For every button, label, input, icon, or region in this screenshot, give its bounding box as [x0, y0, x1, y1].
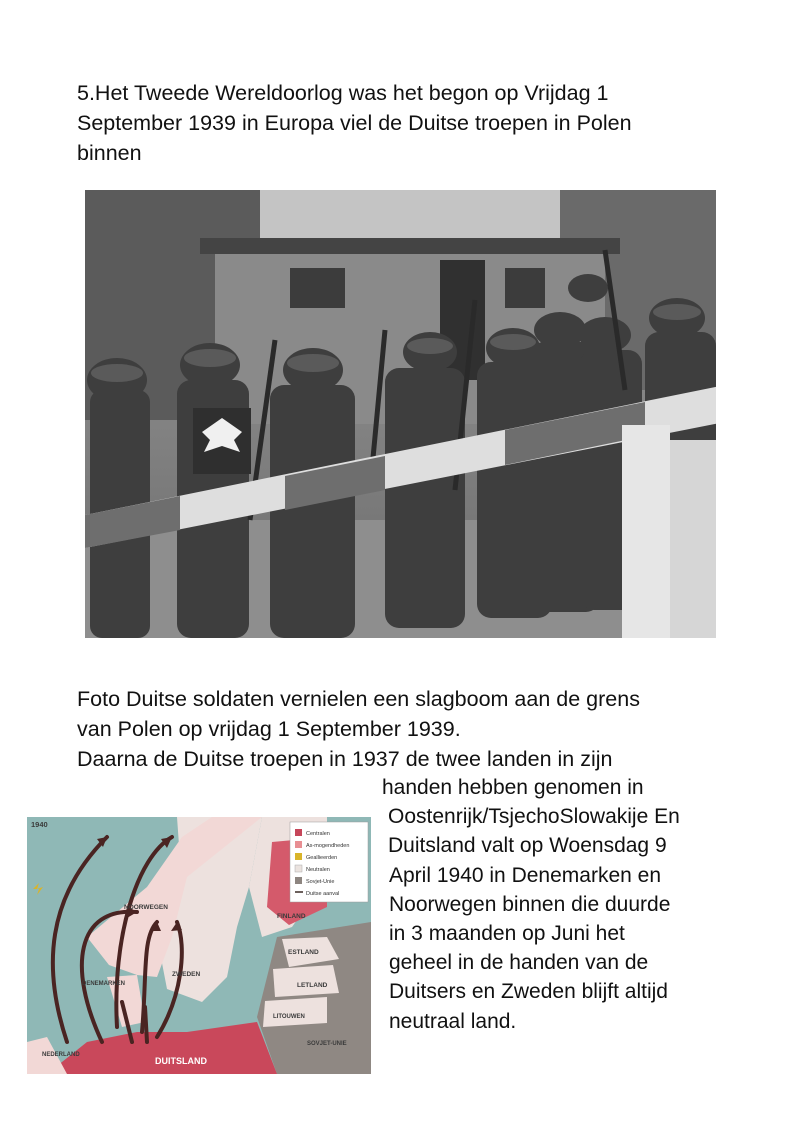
- map-label-litouwen: LITOUWEN: [273, 1014, 305, 1020]
- map-label-denemarken: DENEMARKEN: [82, 981, 126, 987]
- side-line: Duitsland valt op Woensdag 9: [388, 834, 667, 858]
- side-line: in 3 maanden op Juni het: [389, 922, 625, 946]
- caption-line-3: Daarna de Duitse troepen in 1937 de twee landen in zijn: [77, 747, 613, 771]
- map-label-estland: ESTLAND: [288, 949, 319, 956]
- map-label-letland: LETLAND: [297, 982, 328, 989]
- side-line: handen hebben genomen in: [382, 776, 644, 799]
- side-line: April 1940 in Denemarken en: [389, 863, 661, 887]
- side-line: geheel in de handen van de: [389, 951, 649, 975]
- legend-label-3: Geallieerden: [306, 855, 338, 861]
- map-label-sovjet: SOVJET-UNIE: [307, 1041, 347, 1047]
- intro-line-3: binnen: [77, 141, 142, 165]
- caption-line-2: van Polen op vrijdag 1 September 1939.: [77, 717, 461, 741]
- legend-label-4: Neutralen: [306, 867, 330, 873]
- side-paragraph: [382, 773, 792, 1036]
- side-line: Noorwegen binnen die duurde: [389, 892, 671, 916]
- side-line: Oostenrijk/TsjechoSlowakije En: [388, 805, 680, 829]
- map-label-nederland: NEDERLAND: [42, 1052, 80, 1058]
- legend-label-5: Sovjet-Unie: [306, 879, 335, 885]
- intro-paragraph: [77, 78, 737, 168]
- map-label-noorwegen: NOORWEGEN: [124, 904, 168, 911]
- intro-line-1: 5.Het Tweede Wereldoorlog was het begon op Vrijdag 1: [77, 81, 609, 105]
- legend-label-6: Duitse aanval: [306, 891, 340, 897]
- legend-label-1: Centralen: [306, 831, 330, 837]
- historical-photo: [85, 190, 716, 638]
- intro-line-2: September 1939 in Europa viel de Duitse troepen in Polen: [77, 111, 632, 135]
- map-label-finland: FINLAND: [277, 913, 306, 920]
- map-label-duitsland: DUITSLAND: [155, 1056, 207, 1066]
- map-label-zweden: ZWEDEN: [172, 971, 201, 978]
- caption-paragraph: [77, 684, 757, 774]
- map-year: 1940: [31, 820, 48, 829]
- caption-line-1: Foto Duitse soldaten vernielen een slagboom aan de grens: [77, 687, 640, 711]
- side-line: Duitsers en Zweden blijft altijd: [389, 980, 668, 1004]
- legend-label-2: As-mogendheden: [306, 843, 350, 849]
- side-line: neutraal land.: [389, 1009, 517, 1033]
- invasion-map: [27, 817, 371, 1074]
